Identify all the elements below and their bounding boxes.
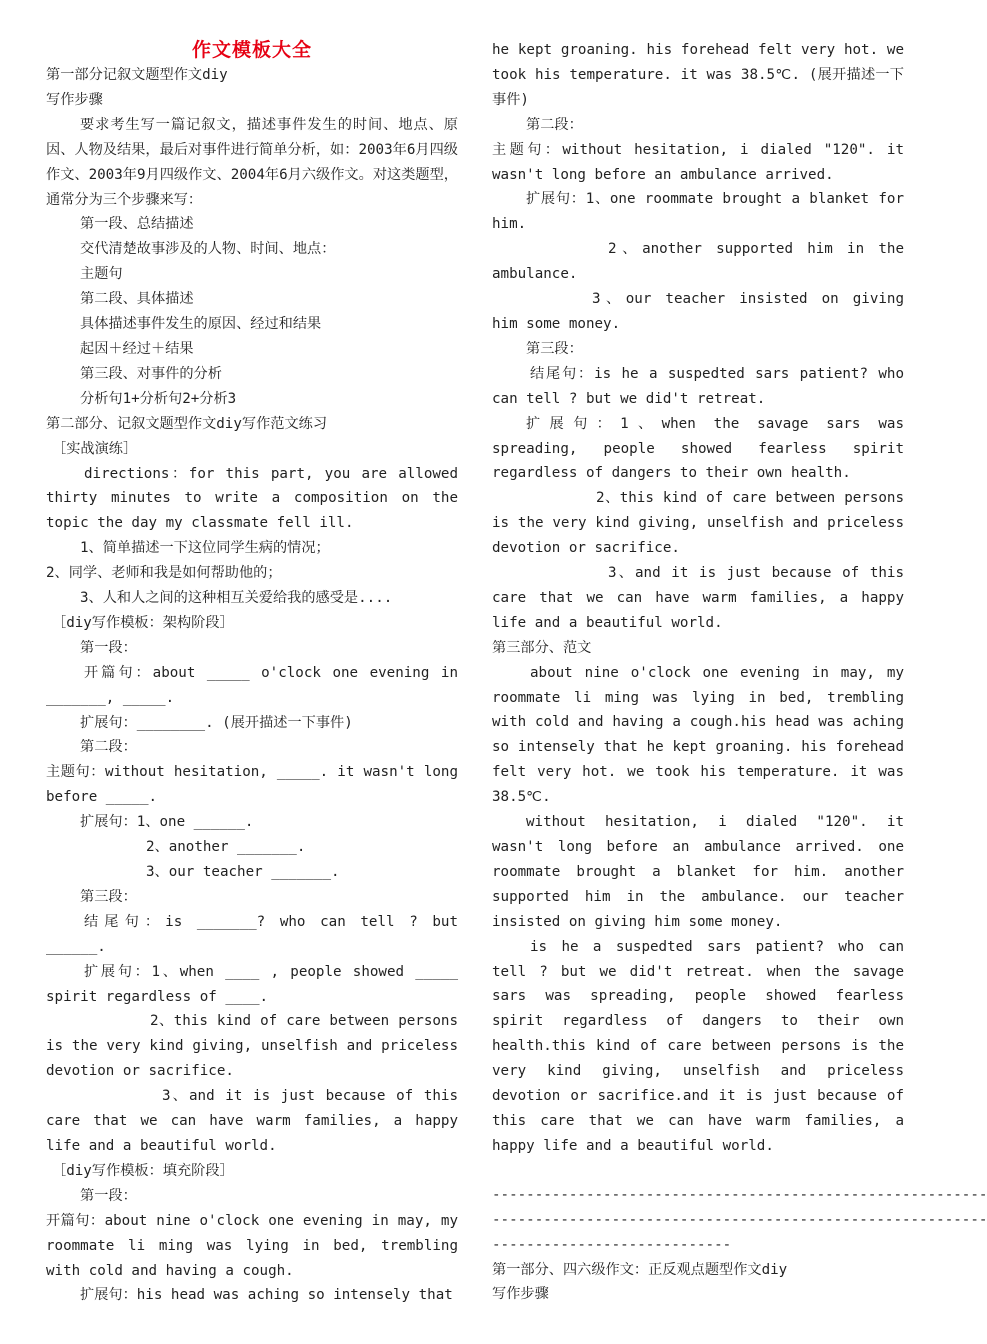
fill-expand-1: 扩展句：1、one roommate brought a blanket for him. bbox=[492, 191, 904, 233]
framework-opening: 开篇句：about _____ o'clock one evening in _______, _____. bbox=[46, 664, 458, 706]
fill-para1-label: 第一段： bbox=[80, 1187, 137, 1204]
framework-conclusion: 结尾句：is _______? who can tell ? but ______. bbox=[46, 913, 458, 955]
steps-heading: 写作步骤 bbox=[46, 91, 103, 108]
step2-title: 第二段、具体描述 bbox=[80, 291, 194, 308]
fill-extension-1: 扩展句：1、when the savage sars was spreading, people showed fearless spirit regardless of dangers to their own health. bbox=[492, 415, 904, 482]
framework-expand: 扩展句：________. (展开描述一下事件) bbox=[80, 714, 353, 731]
framework-para1-label: 第一段： bbox=[80, 639, 137, 656]
fill-extension-3: 3、and it is just because of this care that we can have warm families, a happy life and a beautiful world. bbox=[492, 565, 904, 631]
document-title: 作文模板大全 bbox=[191, 39, 312, 61]
separator-line: ---------------------------------------------------------- bbox=[492, 1211, 987, 1228]
right-column bbox=[492, 38, 987, 1307]
fill-conclusion: 结尾句：is he a suspedted sars patient? who can tell ? but we did't retreat. bbox=[492, 365, 904, 407]
step3-title: 第三段、对事件的分析 bbox=[80, 365, 222, 382]
essay-paragraph-1: about nine o'clock one evening in may, my roommate li ming was lying in bed, trembling with cold and having a cough.his head was aching so intensely that he kept groaning. his forehead felt very hot. we took his temperature. it was 38.5℃. bbox=[492, 664, 904, 806]
framework-para3-label: 第三段： bbox=[80, 888, 137, 905]
next-part-heading: 第一部分、四六级作文：正反观点题型作文diy bbox=[492, 1261, 788, 1278]
requirement-3: 3、人和人之间的这种相互关爱给我的感受是.... bbox=[80, 590, 393, 607]
step1-desc: 交代清楚故事涉及的人物、时间、地点： bbox=[80, 241, 336, 258]
framework-extension-1: 扩展句：1、when ____ , people showed _____ spirit regardless of ____. bbox=[46, 963, 458, 1005]
framework-extension-3: 3、and it is just because of this care that we can have warm families, a happy life and a beautiful world. bbox=[46, 1088, 458, 1154]
separator-line: ---------------------------- bbox=[492, 1236, 732, 1253]
separator-line: ---------------------------------------------------------- bbox=[492, 1186, 987, 1203]
framework-template-label: ［diy写作模板：架构阶段］ bbox=[52, 614, 234, 631]
fill-para2-label: 第二段： bbox=[526, 116, 583, 133]
separator bbox=[492, 1183, 987, 1258]
step2-formula: 起因＋经过＋结果 bbox=[80, 340, 194, 357]
fill-expand: 扩展句：his head was aching so intensely that bbox=[80, 1287, 453, 1304]
requirement-2: 2、同学、老师和我是如何帮助他的； bbox=[46, 565, 282, 582]
framework-extension-2: 2、this kind of care between persons is the very kind giving, unselfish and priceless devotion or sacrifice. bbox=[46, 1013, 458, 1080]
step3-formula: 分析句1+分析句2+分析3 bbox=[80, 390, 237, 407]
fill-template-label: ［diy写作模板：填充阶段］ bbox=[52, 1162, 234, 1179]
next-steps-heading: 写作步骤 bbox=[492, 1286, 549, 1303]
directions-paragraph: directions：for this part, you are allowed thirty minutes to write a composition on the topic the day my classmate fell ill. bbox=[46, 465, 458, 532]
framework-expand-1: 扩展句：1、one ______. bbox=[80, 814, 254, 831]
requirement-1: 1、简单描述一下这位同学生病的情况； bbox=[80, 540, 330, 557]
step1-topic: 主题句 bbox=[80, 266, 123, 283]
part1-heading: 第一部分记叙文题型作文diy bbox=[46, 67, 228, 83]
fill-opening: 开篇句：about nine o'clock one evening in may, my roommate li ming was lying in bed, trembling with cold and having a cough. bbox=[46, 1212, 458, 1279]
framework-topic: 主题句：without hesitation, _____. it wasn't long before _____. bbox=[46, 764, 458, 806]
fill-expand-2: 2、another supported him in the ambulance. bbox=[492, 241, 904, 283]
part3-heading: 第三部分、范文 bbox=[492, 639, 592, 656]
intro-paragraph: 要求考生写一篇记叙文，描述事件发生的时间、地点、原因、人物及结果，最后对事件进行简单分析，如：2003年6月四级作文、2003年9月四级作文、2004年6月六级作文。对这类题型，通常分为三个步骤来写： bbox=[46, 116, 458, 208]
framework-expand-2: 2、another _______. bbox=[146, 839, 306, 856]
fill-expand-3: 3、our teacher insisted on giving him some money. bbox=[492, 291, 904, 332]
practice-label: ［实战演练］ bbox=[52, 440, 138, 457]
fill-para3-label: 第三段： bbox=[526, 340, 583, 357]
part2-heading: 第二部分、记叙文题型作文diy写作范文练习 bbox=[46, 415, 328, 432]
essay-paragraph-2: without hesitation, i dialed "120". it wasn't long before an ambulance arrived. one roommate brought a blanket for him. another supported him in the ambulance. our teacher insisted on giving him some money. bbox=[492, 814, 904, 930]
framework-expand-3: 3、our teacher _______. bbox=[146, 864, 340, 880]
step2-desc: 具体描述事件发生的原因、经过和结果 bbox=[80, 316, 322, 333]
step1-title: 第一段、总结描述 bbox=[80, 216, 194, 233]
fill-topic: 主题句：without hesitation, i dialed "120". it wasn't long before an ambulance arrived. bbox=[492, 141, 904, 183]
fill-expand-continued: he kept groaning. his forehead felt very hot. we took his temperature. it was 38.5℃. (展开描述一下事件) bbox=[492, 42, 904, 108]
left-column bbox=[46, 38, 458, 1308]
essay-paragraph-3: is he a suspedted sars patient? who can tell ? but we did't retreat. when the savage sars was spreading, people showed fearless spirit regardless of dangers to their own health.this kind of care between persons is the very kind giving, unselfish and priceless devotion or sacrifice.and it is just because of this care that we can have warm families, a happy life and a beautiful world. bbox=[492, 938, 904, 1154]
fill-extension-2: 2、this kind of care between persons is the very kind giving, unselfish and priceless devotion or sacrifice. bbox=[492, 490, 904, 557]
framework-para2-label: 第二段： bbox=[80, 739, 137, 756]
